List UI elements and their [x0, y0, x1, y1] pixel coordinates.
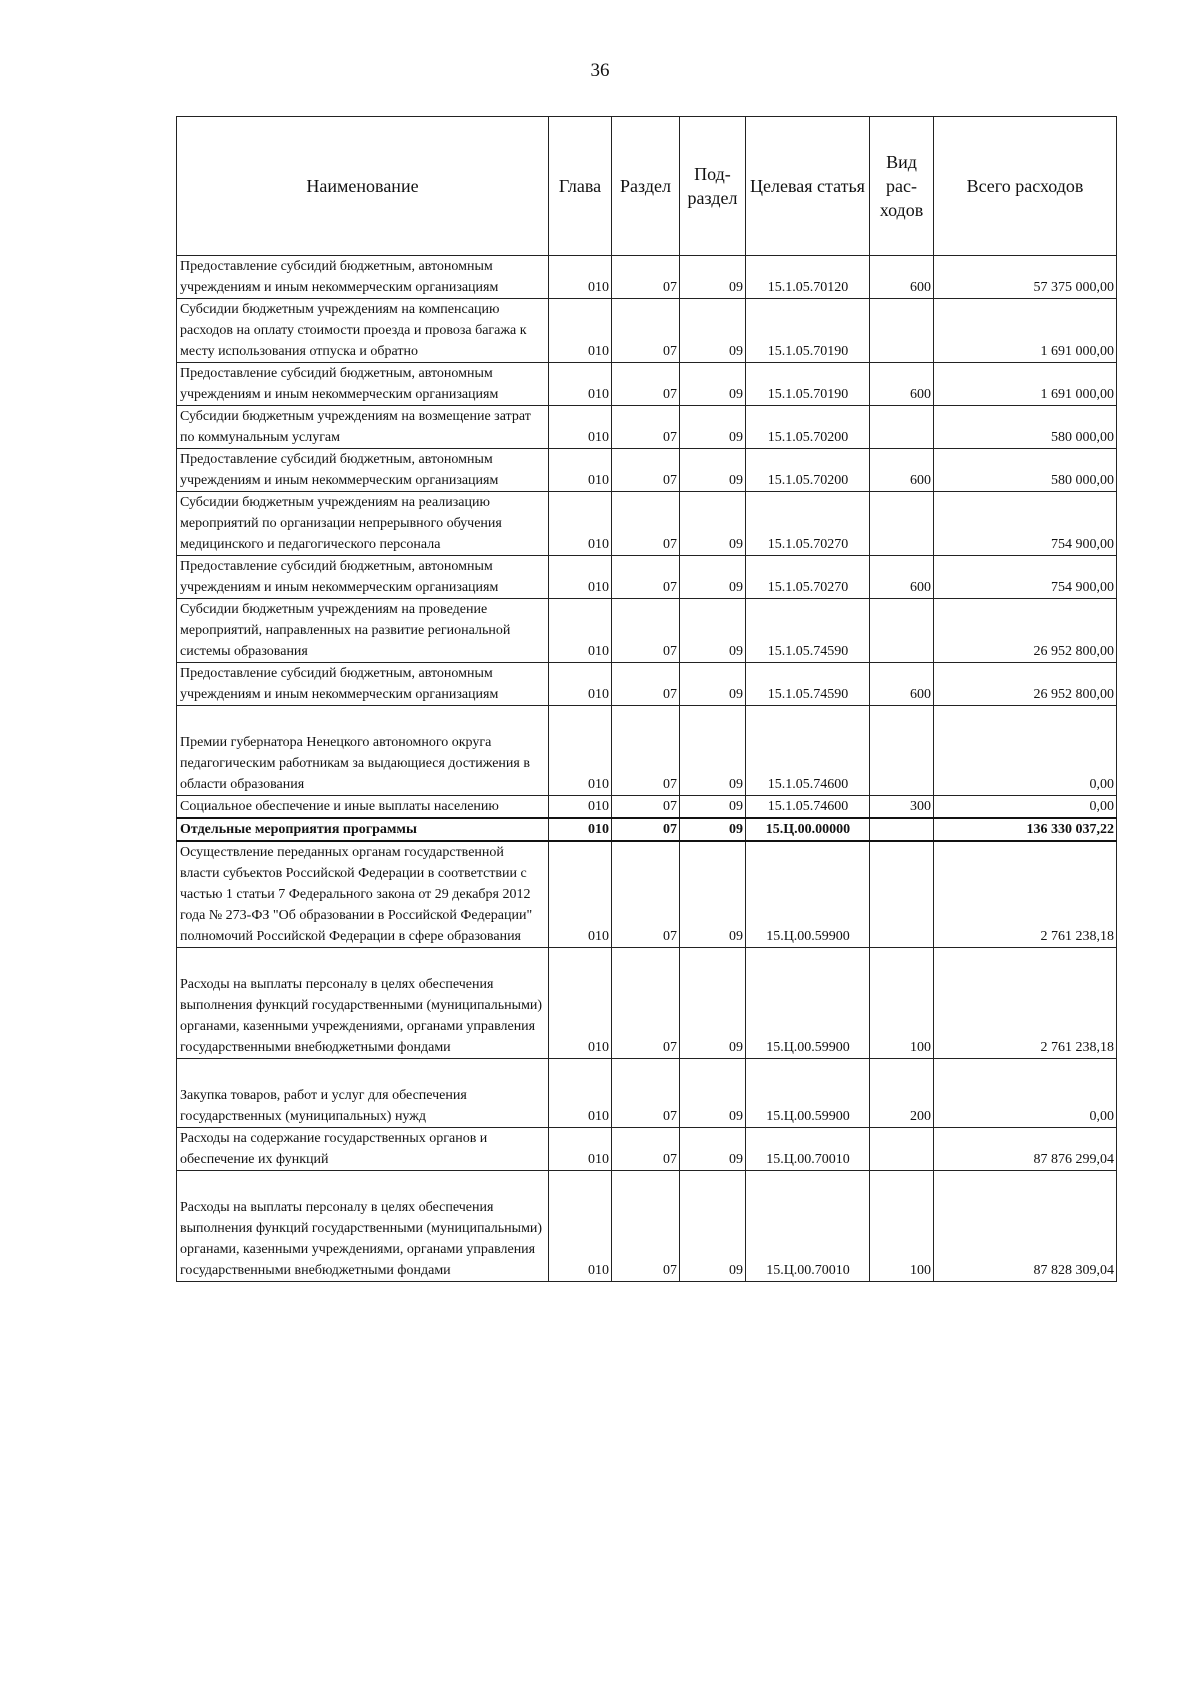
cell-razdel: 07 — [612, 948, 680, 1059]
cell-celevaya: 15.1.05.74590 — [746, 599, 870, 663]
header-total: Всего расходов — [934, 117, 1117, 256]
cell-vid: 600 — [870, 256, 934, 299]
cell-razdel: 07 — [612, 706, 680, 796]
cell-glava: 010 — [549, 599, 612, 663]
cell-razdel: 07 — [612, 449, 680, 492]
cell-total: 26 952 800,00 — [934, 663, 1117, 706]
cell-name: Субсидии бюджетным учреждениям на проведение мероприятий, направленных на развитие региональной системы образования — [177, 599, 549, 663]
cell-name: Отдельные мероприятия программы — [177, 818, 549, 841]
cell-podrazdel: 09 — [680, 796, 746, 819]
cell-podrazdel: 09 — [680, 449, 746, 492]
cell-vid: 100 — [870, 948, 934, 1059]
table-row — [177, 449, 1117, 492]
cell-total: 754 900,00 — [934, 556, 1117, 599]
cell-podrazdel: 09 — [680, 492, 746, 556]
cell-podrazdel: 09 — [680, 256, 746, 299]
cell-podrazdel: 09 — [680, 1171, 746, 1282]
cell-razdel: 07 — [612, 796, 680, 819]
header-celevaya: Целевая статья — [746, 117, 870, 256]
cell-total: 2 761 238,18 — [934, 948, 1117, 1059]
cell-glava: 010 — [549, 796, 612, 819]
cell-name: Осуществление переданных органам государственной власти субъектов Российской Федерации в соответствии с частью 1 статьи 7 Федерального закона от 29 декабря 2012 года № 273-ФЗ "Об образовании в Российской Федерации" полномочий Российской Федерации в сфере образования — [177, 841, 549, 948]
page-number: 36 — [590, 60, 610, 81]
cell-podrazdel: 09 — [680, 706, 746, 796]
cell-total: 136 330 037,22 — [934, 818, 1117, 841]
cell-vid — [870, 706, 934, 796]
table-row — [177, 948, 1117, 1059]
cell-glava: 010 — [549, 406, 612, 449]
table-row — [177, 406, 1117, 449]
cell-vid — [870, 841, 934, 948]
cell-vid — [870, 1128, 934, 1171]
table-row — [177, 1171, 1117, 1282]
cell-total: 1 691 000,00 — [934, 363, 1117, 406]
cell-vid: 600 — [870, 663, 934, 706]
cell-name: Субсидии бюджетным учреждениям на возмещение затрат по коммунальным услугам — [177, 406, 549, 449]
cell-vid — [870, 818, 934, 841]
table-row — [177, 1128, 1117, 1171]
cell-total: 754 900,00 — [934, 492, 1117, 556]
cell-name: Субсидии бюджетным учреждениям на компенсацию расходов на оплату стоимости проезда и провоза багажа к месту использования отпуска и обратно — [177, 299, 549, 363]
cell-celevaya: 15.1.05.74600 — [746, 796, 870, 819]
cell-celevaya: 15.Ц.00.70010 — [746, 1171, 870, 1282]
cell-total: 580 000,00 — [934, 406, 1117, 449]
cell-celevaya: 15.Ц.00.00000 — [746, 818, 870, 841]
cell-celevaya: 15.1.05.74590 — [746, 663, 870, 706]
cell-podrazdel: 09 — [680, 1059, 746, 1128]
cell-podrazdel: 09 — [680, 818, 746, 841]
cell-total: 0,00 — [934, 706, 1117, 796]
table-body — [177, 256, 1117, 1282]
table-row — [177, 299, 1117, 363]
cell-glava: 010 — [549, 1128, 612, 1171]
cell-razdel: 07 — [612, 256, 680, 299]
cell-podrazdel: 09 — [680, 363, 746, 406]
cell-name: Расходы на выплаты персоналу в целях обеспечения выполнения функций государственными (муниципальными) органами, казенными учреждениями, органами управления государственными внебюджетными фондами — [177, 1171, 549, 1282]
cell-glava: 010 — [549, 706, 612, 796]
cell-celevaya: 15.1.05.70200 — [746, 449, 870, 492]
cell-glava: 010 — [549, 299, 612, 363]
cell-glava: 010 — [549, 1171, 612, 1282]
cell-podrazdel: 09 — [680, 599, 746, 663]
cell-name: Предоставление субсидий бюджетным, автономным учреждениям и иным некоммерческим организациям — [177, 449, 549, 492]
cell-glava: 010 — [549, 1059, 612, 1128]
header-podrazdel: Под- раздел — [680, 117, 746, 256]
cell-celevaya: 15.1.05.70270 — [746, 556, 870, 599]
cell-vid — [870, 599, 934, 663]
table-row — [177, 706, 1117, 796]
cell-celevaya: 15.Ц.00.59900 — [746, 841, 870, 948]
cell-name: Премии губернатора Ненецкого автономного округа педагогическим работникам за выдающиеся достижения в области образования — [177, 706, 549, 796]
budget-table — [176, 116, 1117, 1282]
cell-celevaya: 15.Ц.00.59900 — [746, 948, 870, 1059]
cell-razdel: 07 — [612, 492, 680, 556]
cell-celevaya: 15.1.05.70190 — [746, 363, 870, 406]
cell-glava: 010 — [549, 948, 612, 1059]
cell-vid: 300 — [870, 796, 934, 819]
cell-vid: 600 — [870, 556, 934, 599]
header-vid: Вид рас- ходов — [870, 117, 934, 256]
cell-total: 26 952 800,00 — [934, 599, 1117, 663]
cell-podrazdel: 09 — [680, 556, 746, 599]
cell-glava: 010 — [549, 818, 612, 841]
cell-razdel: 07 — [612, 663, 680, 706]
cell-name: Субсидии бюджетным учреждениям на реализацию мероприятий по организации непрерывного обучения медицинского и педагогического персонала — [177, 492, 549, 556]
cell-celevaya: 15.Ц.00.59900 — [746, 1059, 870, 1128]
cell-razdel: 07 — [612, 818, 680, 841]
cell-celevaya: 15.1.05.70270 — [746, 492, 870, 556]
table-row — [177, 492, 1117, 556]
table-row — [177, 599, 1117, 663]
cell-total: 2 761 238,18 — [934, 841, 1117, 948]
cell-razdel: 07 — [612, 841, 680, 948]
cell-glava: 010 — [549, 492, 612, 556]
cell-razdel: 07 — [612, 556, 680, 599]
cell-name: Расходы на содержание государственных органов и обеспечение их функций — [177, 1128, 549, 1171]
cell-razdel: 07 — [612, 1171, 680, 1282]
cell-celevaya: 15.1.05.74600 — [746, 706, 870, 796]
table-row — [177, 841, 1117, 948]
cell-name: Предоставление субсидий бюджетным, автономным учреждениям и иным некоммерческим организациям — [177, 556, 549, 599]
table-row — [177, 663, 1117, 706]
cell-name: Социальное обеспечение и иные выплаты населению — [177, 796, 549, 819]
cell-celevaya: 15.1.05.70200 — [746, 406, 870, 449]
cell-vid — [870, 299, 934, 363]
header-name: Наименование — [177, 117, 549, 256]
table-row — [177, 1059, 1117, 1128]
cell-vid: 600 — [870, 363, 934, 406]
cell-glava: 010 — [549, 663, 612, 706]
cell-podrazdel: 09 — [680, 663, 746, 706]
cell-celevaya: 15.Ц.00.70010 — [746, 1128, 870, 1171]
cell-glava: 010 — [549, 363, 612, 406]
cell-name: Предоставление субсидий бюджетным, автономным учреждениям и иным некоммерческим организациям — [177, 256, 549, 299]
cell-glava: 010 — [549, 556, 612, 599]
cell-podrazdel: 09 — [680, 1128, 746, 1171]
cell-vid: 200 — [870, 1059, 934, 1128]
table-row — [177, 818, 1117, 841]
cell-podrazdel: 09 — [680, 948, 746, 1059]
cell-vid: 600 — [870, 449, 934, 492]
table-row — [177, 556, 1117, 599]
cell-total: 0,00 — [934, 796, 1117, 819]
cell-razdel: 07 — [612, 599, 680, 663]
cell-total: 87 828 309,04 — [934, 1171, 1117, 1282]
cell-razdel: 07 — [612, 363, 680, 406]
table-row — [177, 363, 1117, 406]
header-glava: Глава — [549, 117, 612, 256]
cell-celevaya: 15.1.05.70190 — [746, 299, 870, 363]
table-row — [177, 796, 1117, 819]
cell-glava: 010 — [549, 449, 612, 492]
cell-podrazdel: 09 — [680, 299, 746, 363]
cell-total: 1 691 000,00 — [934, 299, 1117, 363]
cell-vid — [870, 406, 934, 449]
cell-celevaya: 15.1.05.70120 — [746, 256, 870, 299]
header-razdel: Раздел — [612, 117, 680, 256]
cell-name: Закупка товаров, работ и услуг для обеспечения государственных (муниципальных) нужд — [177, 1059, 549, 1128]
cell-total: 0,00 — [934, 1059, 1117, 1128]
cell-name: Предоставление субсидий бюджетным, автономным учреждениям и иным некоммерческим организациям — [177, 363, 549, 406]
cell-name: Расходы на выплаты персоналу в целях обеспечения выполнения функций государственными (муниципальными) органами, казенными учреждениями, органами управления государственными внебюджетными фондами — [177, 948, 549, 1059]
cell-total: 580 000,00 — [934, 449, 1117, 492]
cell-podrazdel: 09 — [680, 406, 746, 449]
cell-name: Предоставление субсидий бюджетным, автономным учреждениям и иным некоммерческим организациям — [177, 663, 549, 706]
cell-podrazdel: 09 — [680, 841, 746, 948]
cell-razdel: 07 — [612, 406, 680, 449]
cell-total: 57 375 000,00 — [934, 256, 1117, 299]
table-row — [177, 256, 1117, 299]
cell-vid: 100 — [870, 1171, 934, 1282]
cell-razdel: 07 — [612, 299, 680, 363]
cell-razdel: 07 — [612, 1059, 680, 1128]
table-header — [177, 117, 1117, 256]
cell-glava: 010 — [549, 256, 612, 299]
cell-glava: 010 — [549, 841, 612, 948]
cell-vid — [870, 492, 934, 556]
cell-total: 87 876 299,04 — [934, 1128, 1117, 1171]
cell-razdel: 07 — [612, 1128, 680, 1171]
